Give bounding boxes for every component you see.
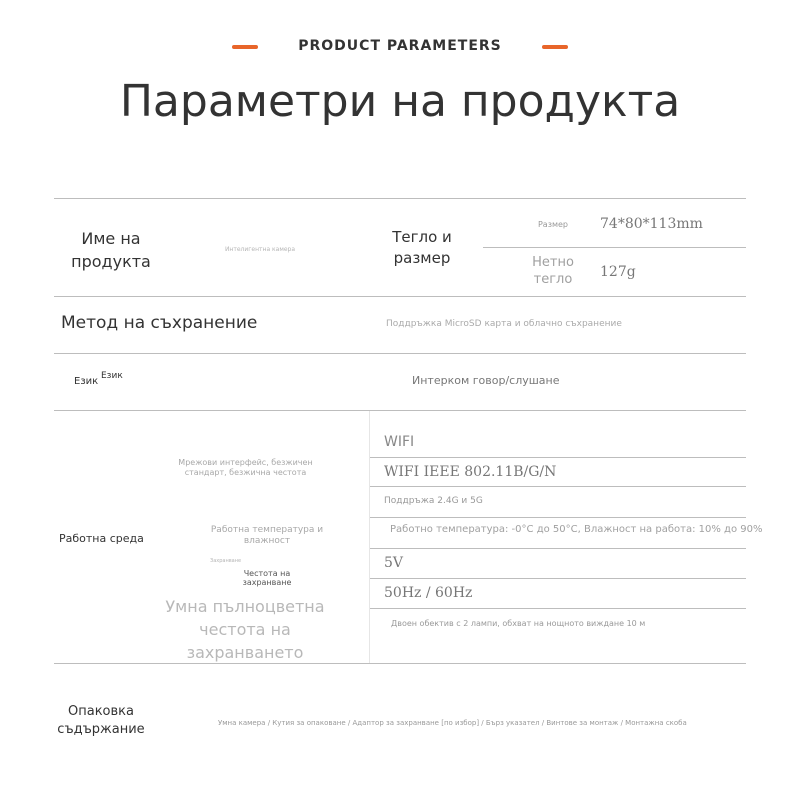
env-value-hz: 50Hz / 60Hz xyxy=(384,585,473,601)
env-sub-network: Мрежови интерфейс, безжичен стандарт, безжична честота xyxy=(178,458,313,477)
net-weight-label: Нетно тегло xyxy=(532,255,574,287)
env-value-temp: Работно температура: -0°C до 50°C, Влажност на работа: 10% до 90% xyxy=(390,524,763,535)
env-column-border xyxy=(369,411,370,663)
environment-label: Работна среда xyxy=(59,532,144,545)
env-divider-2 xyxy=(370,486,746,487)
language-value: Интерком говор/слушане xyxy=(412,374,560,387)
env-value-voltage: 5V xyxy=(384,555,404,571)
env-divider-6 xyxy=(370,608,746,609)
package-value: Умна камера / Кутия за опаковане / Адаптор за захранване [по избор] / Бърз указател / Винтове за монтаж / Монтажна скоба xyxy=(218,719,687,727)
env-sub-temp: Работна температура и влажност xyxy=(210,525,324,546)
env-sub-smart: Умна пълноцветна честота на захранването xyxy=(165,597,325,662)
env-divider-5 xyxy=(370,578,746,579)
product-name-value: Интелигентна камера xyxy=(224,246,296,253)
storage-label: Метод на съхранение xyxy=(61,313,258,333)
package-label: Опаковка съдържание xyxy=(57,704,145,737)
table-top-border xyxy=(54,198,746,199)
env-value-frequency: Поддръжа 2.4G и 5G xyxy=(384,496,483,506)
env-value-wifi: WIFI xyxy=(384,434,415,450)
product-name-label: Име на продукта xyxy=(71,229,151,271)
env-divider-4 xyxy=(370,548,746,549)
row-divider-language xyxy=(54,410,746,411)
row-divider-storage xyxy=(54,353,746,354)
size-label: Размер xyxy=(537,220,568,229)
divider-size-net xyxy=(483,247,746,248)
env-sub-tiny: Захранване xyxy=(210,558,242,564)
banner-text: PRODUCT PARAMETERS xyxy=(298,38,502,54)
weight-size-label: Тегло и размер xyxy=(392,228,452,267)
env-divider-3 xyxy=(370,517,746,518)
env-value-lens: Двоен обектив с 2 лампи, обхват на нощното виждане 10 м xyxy=(391,619,646,628)
storage-value: Поддръжка MicroSD карта и облачно съхранение xyxy=(386,319,622,329)
language-label-b: Език xyxy=(101,371,123,381)
size-value: 74*80*113mm xyxy=(600,216,703,232)
net-weight-value: 127g xyxy=(600,264,636,280)
page-title: Параметри на продукта xyxy=(119,76,681,127)
env-divider-1 xyxy=(370,457,746,458)
row-divider-product xyxy=(54,296,746,297)
env-sub-freq: Честота на захранване xyxy=(242,569,292,587)
language-label-a: Език xyxy=(74,376,99,387)
env-value-standard: WIFI IEEE 802.11B/G/N xyxy=(384,464,557,480)
